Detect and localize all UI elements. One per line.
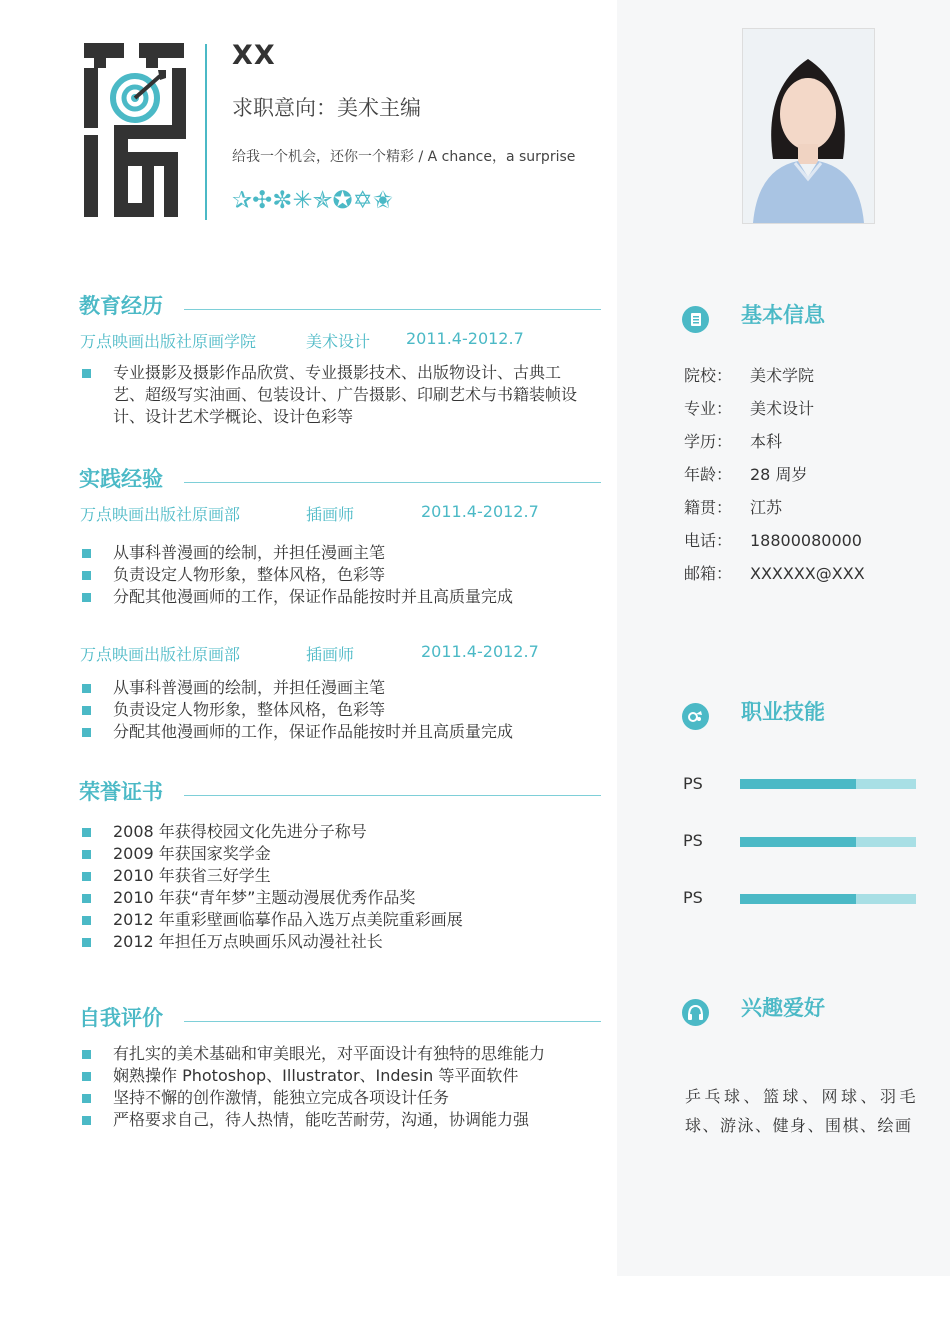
info-row-degree: 学历： 本科 — [684, 432, 783, 451]
list-item: 从事科普漫画的绘制，并担任漫画主笔 — [80, 542, 600, 564]
job-target: 求职意向：美术主编 — [232, 96, 421, 120]
practice-role: 插画师 — [306, 645, 355, 664]
list-item: 有扎实的美术基础和审美眼光，对平面设计有独特的思维能力 — [80, 1043, 600, 1065]
honors-title: 荣誉证书 — [79, 780, 163, 804]
list-item: 2012 年重彩壁画临摹作品入选万点美院重彩画展 — [80, 909, 600, 931]
list-item: 负责设定人物形象，整体风格，色彩等 — [80, 564, 600, 586]
education-period: 2011.4-2012.7 — [406, 329, 524, 348]
hobbies-text: 乒乓球、篮球、网球、羽毛球、游泳、健身、围棋、绘画 — [685, 1087, 917, 1135]
education-divider — [184, 309, 601, 310]
skill-bar-fill — [740, 779, 856, 789]
list-item: 专业摄影及摄影作品欣赏、专业摄影技术、出版物设计、古典工艺、超级写实油画、包装设计、广告摄影、印刷艺术与书籍装帧设计、设计艺术学概论、设计色彩等 — [80, 362, 590, 428]
list-item: 分配其他漫画师的工作，保证作品能按时并且高质量完成 — [80, 586, 600, 608]
education-title: 教育经历 — [79, 294, 163, 318]
profile-photo — [742, 28, 875, 224]
list-item: 2010 年获“青年梦”主题动漫展优秀作品奖 — [80, 887, 600, 909]
practice-org: 万点映画出版社原画部 — [80, 505, 241, 524]
list-item: 2012 年担任万点映画乐风动漫社社长 — [80, 931, 600, 953]
list-item: 严格要求自己，待人热情，能吃苦耐劳，沟通，协调能力强 — [80, 1109, 600, 1131]
list-item: 2010 年获省三好学生 — [80, 865, 600, 887]
list-item: 2008 年获得校园文化先进分子称号 — [80, 821, 600, 843]
honors-divider — [184, 795, 601, 796]
header-divider — [205, 44, 207, 220]
skill-name: PS — [683, 888, 703, 907]
candidate-name: XX — [232, 40, 276, 71]
practice-role: 插画师 — [306, 505, 355, 524]
skill-bar-fill — [740, 894, 856, 904]
document-icon — [682, 306, 709, 333]
education-role: 美术设计 — [306, 332, 371, 351]
info-row-school: 院校： 美术学院 — [684, 366, 815, 385]
skill-bar-fill — [740, 837, 856, 847]
honors-bullets — [80, 821, 600, 953]
info-row-email: 邮箱： XXXXXX@XXX — [684, 564, 865, 583]
list-item: 负责设定人物形象，整体风格，色彩等 — [80, 699, 600, 721]
info-row-hometown: 籍贯： 江苏 — [684, 498, 783, 517]
self-eval-title: 自我评价 — [79, 1006, 163, 1030]
skills-title: 职业技能 — [741, 700, 825, 724]
hobbies-title: 兴趣爱好 — [741, 996, 825, 1020]
info-row-phone: 电话： 18800080000 — [684, 531, 862, 550]
resume-logo-icon — [84, 40, 186, 220]
practice-bullets — [80, 542, 600, 608]
practice-bullets — [80, 677, 600, 743]
education-org: 万点映画出版社原画学院 — [80, 332, 257, 351]
education-bullets — [80, 362, 590, 428]
skill-name: PS — [683, 774, 703, 793]
decorative-stars: ✰✣✼✳✯✪✡✬ — [232, 186, 393, 214]
tools-icon — [682, 703, 709, 730]
self-eval-bullets — [80, 1043, 600, 1131]
slogan: 给我一个机会，还你一个精彩 / A chance，a surprise — [232, 149, 576, 165]
practice-period: 2011.4-2012.7 — [421, 642, 539, 661]
list-item: 分配其他漫画师的工作，保证作品能按时并且高质量完成 — [80, 721, 600, 743]
basic-info-title: 基本信息 — [741, 303, 825, 327]
list-item: 娴熟操作 Photoshop、Illustrator、Indesin 等平面软件 — [80, 1065, 600, 1087]
practice-org: 万点映画出版社原画部 — [80, 645, 241, 664]
headphones-icon — [682, 999, 709, 1026]
skill-bar — [740, 894, 916, 904]
practice-period: 2011.4-2012.7 — [421, 502, 539, 521]
skill-bar — [740, 779, 916, 789]
self-eval-divider — [184, 1021, 601, 1022]
skill-bar — [740, 837, 916, 847]
info-row-age: 年龄： 28 周岁 — [684, 465, 808, 484]
list-item: 坚持不懈的创作激情，能独立完成各项设计任务 — [80, 1087, 600, 1109]
list-item: 从事科普漫画的绘制，并担任漫画主笔 — [80, 677, 600, 699]
list-item: 2009 年获国家奖学金 — [80, 843, 600, 865]
practice-divider — [184, 482, 601, 483]
info-row-major: 专业： 美术设计 — [684, 399, 815, 418]
skill-name: PS — [683, 831, 703, 850]
practice-title: 实践经验 — [79, 467, 163, 491]
